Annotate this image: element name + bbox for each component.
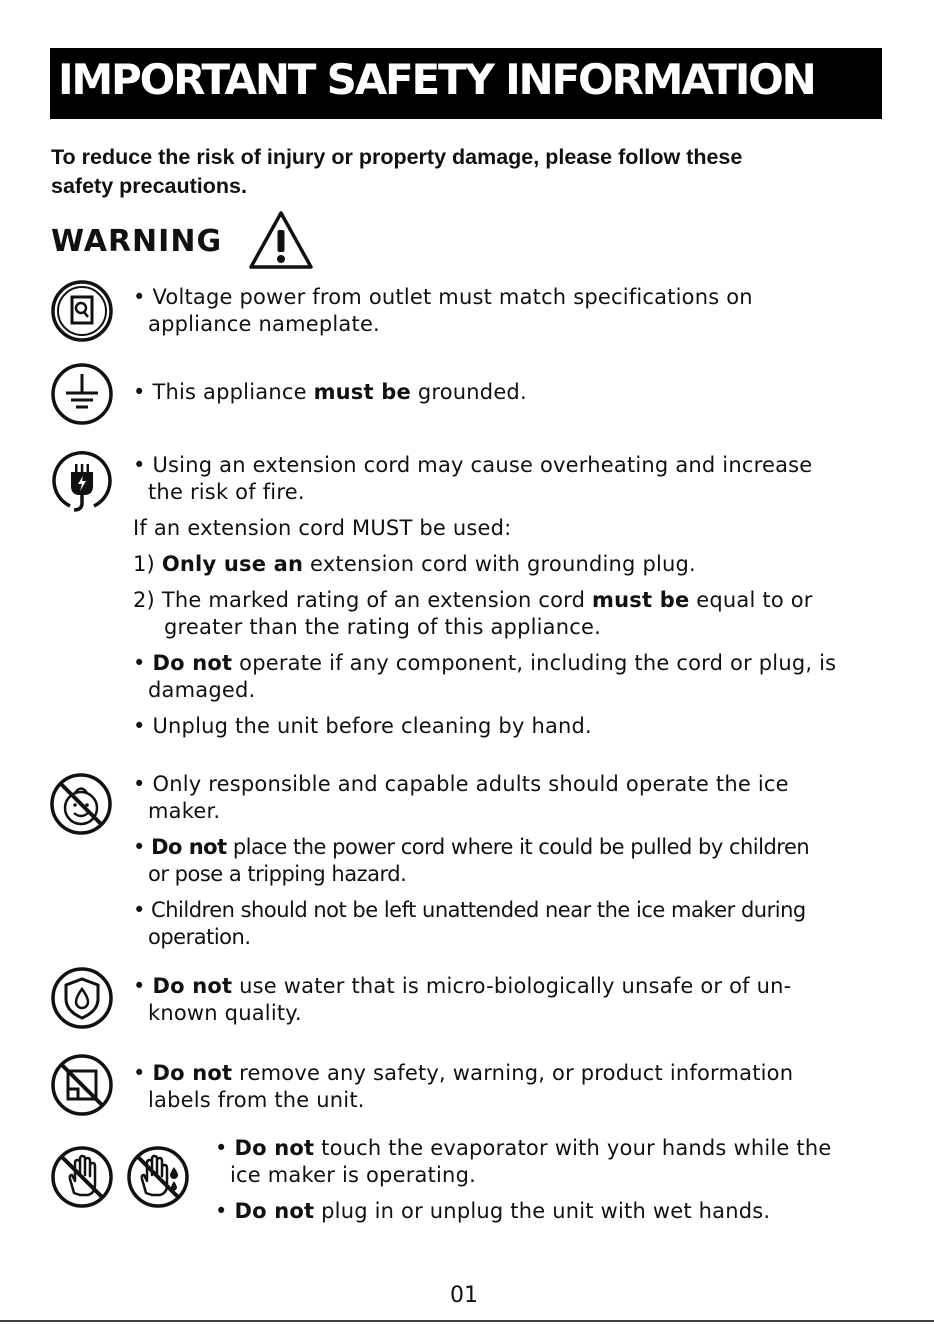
nameplate-icon [50,279,114,343]
bottom-divider [0,1320,934,1322]
water-line-1: • Do not use water that is micro-biologically unsafe or of un- [133,974,792,998]
adults-line-2: maker. [148,799,221,823]
cord-children-line-1: • Do not place the power cord where it could be pulled by children [133,835,810,859]
labels-line-2: labels from the unit. [148,1088,365,1112]
children-line-2: operation. [148,925,251,949]
intro-text [51,143,891,201]
extension-step-2: 2) The marked rating of an extension cord must be equal to or [133,588,813,612]
voltage-line-2: appliance nameplate. [148,312,380,336]
warning-heading: WARNING [51,224,223,259]
unplug-text: • Unplug the unit before cleaning by hand. [133,714,592,738]
extension-step-2-cont: greater than the rating of this appliance. [164,615,602,639]
no-remove-label-icon [50,1053,114,1117]
extension-line-2: the risk of fire. [148,480,305,504]
labels-line-1: • Do not remove any safety, warning, or product information [133,1061,794,1085]
touch-line-1: • Do not touch the evaporator with your hands while the [215,1136,832,1160]
intro-line-2: safety precautions. [51,174,247,198]
title-banner [50,48,882,119]
plug-icon [50,450,114,516]
no-wet-hands-icon [126,1145,190,1209]
adults-line-1: • Only responsible and capable adults should operate the ice [133,772,789,796]
damaged-line-2: damaged. [148,678,256,702]
extension-condition: If an extension cord MUST be used: [133,516,512,540]
wet-hands-text: • Do not plug in or unplug the unit with wet hands. [215,1199,771,1223]
no-children-icon [48,772,114,836]
no-touch-hand-icon [50,1145,114,1209]
cord-children-line-2: or pose a tripping hazard. [148,862,407,886]
extension-step-1: 1) Only use an extension cord with grounding plug. [133,552,696,576]
water-line-2: known quality. [148,1001,302,1025]
ground-icon [50,362,114,426]
extension-line-1: • Using an extension cord may cause overheating and increase [133,453,813,477]
intro-line-1: To reduce the risk of injury or property damage, please follow these [51,145,743,169]
voltage-line-1: • Voltage power from outlet must match specifications on [133,285,753,309]
page-title: IMPORTANT SAFETY INFORMATION [58,55,815,104]
water-safety-icon [50,966,114,1030]
children-line-1: • Children should not be left unattended near the ice maker during [133,898,806,922]
ground-text: • This appliance must be grounded. [133,380,527,404]
touch-line-2: ice maker is operating. [230,1163,476,1187]
warning-triangle-icon [248,210,314,270]
damaged-line-1: • Do not operate if any component, including the cord or plug, is [133,651,837,675]
page-number: 01 [450,1283,478,1308]
